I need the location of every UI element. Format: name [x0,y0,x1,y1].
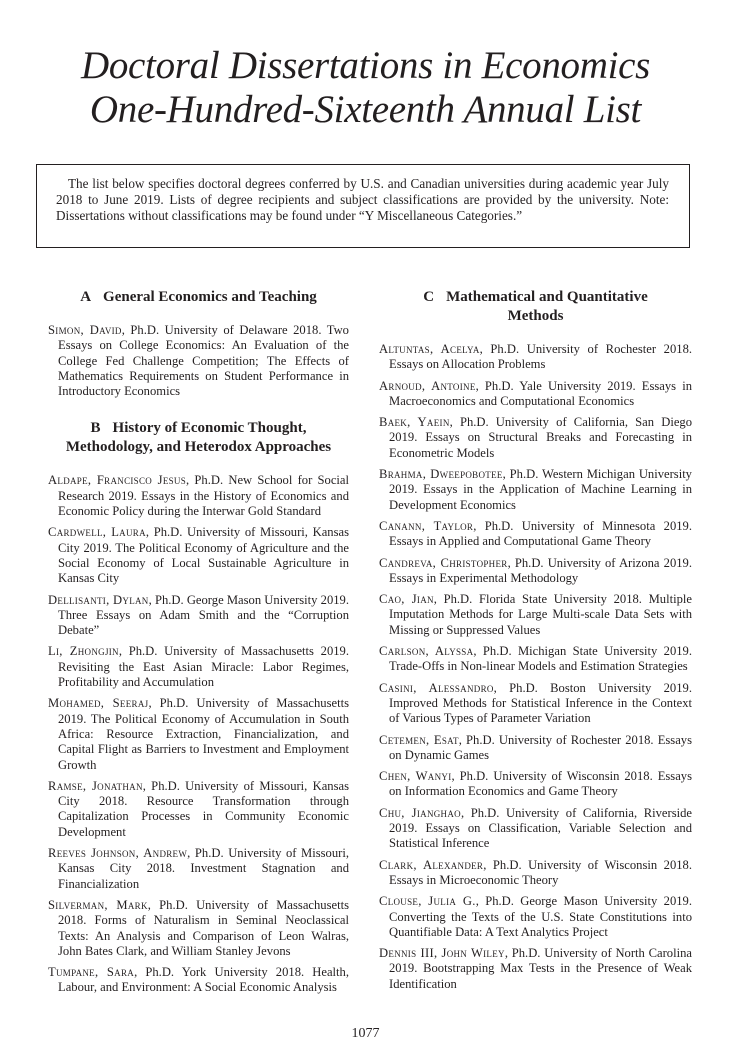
dissertation-entry [48,525,349,586]
section-letter: B [90,420,101,437]
right-column [379,288,692,998]
dissertation-entry [379,681,692,727]
section-title: Mathematical and Quantitative Methods [446,289,648,324]
author-name: Aldape, Francisco Jesus [48,473,187,488]
dissertation-details: , Ph.D. Yale University 2019. Essays in Macroeconomics and Computational Economics [389,378,692,408]
dissertation-entry [48,323,349,399]
section-letter: A [80,289,92,305]
dissertation-entry [48,593,349,639]
section-letter: C [423,289,435,305]
dissertation-entry [379,894,692,940]
page-title [0,44,731,132]
dissertation-details: , Ph.D. University of Massachusetts 2019. Revisiting the East Asian Miracle: Labor Regimes, Profitability and Accumulation [58,644,349,690]
dissertation-entry [379,379,692,410]
author-name: Dellisanti, Dylan [48,592,149,607]
author-name: Cetemen, Esat [379,732,459,747]
author-name: Li, Zhongjin [48,644,119,659]
section-heading [48,419,349,457]
dissertation-entry [379,415,692,461]
page-number: 1077 [351,1026,380,1041]
dissertation-details: , Ph.D. George Mason University 2019. Three Essays on Adam Smith and the “Corruption Debate” [58,592,349,638]
dissertation-details: , Ph.D. University of North Carolina 2019. Bootstrapping Max Tests in the Presence of Weak Identification [389,946,692,991]
dissertation-details: , Ph.D. Florida State University 2018. Multiple Imputation Methods for Large Multi-scale Data Sets with Missing or Suppressed Values [389,592,692,637]
dissertation-entry [48,965,349,996]
section-heading [48,288,349,307]
author-name: Brahma, Dweepobotee [379,467,503,482]
dissertation-details: , Ph.D. University of Missouri, Kansas City 2019. The Political Economy of Agriculture and the Social Economy of Local Sustainable Agriculture in Kansas City [58,525,349,586]
dissertation-entry [379,519,692,550]
dissertation-details: , Ph.D. University of Missouri, Kansas City 2018. Investment Stagnation and Financialization [58,846,349,891]
dissertation-details: , Ph.D. York University 2018. Health, Labour, and Environment: A Social Economic Analysis [58,965,349,995]
dissertation-entry [379,467,692,513]
author-name: Dennis III, John Wiley [379,946,505,961]
dissertation-details: , Ph.D. Western Michigan University 2019. Essays in the Application of Machine Learning in Development Economics [389,467,692,512]
author-name: Altuntas, Acelya [379,342,480,356]
left-column [48,288,349,1002]
dissertation-details: , Ph.D. Michigan State University 2019. Trade-Offs in Non-linear Models and Estimation Strategies [389,644,692,674]
dissertation-entry [379,858,692,889]
title-line-1: Doctoral Dissertations in Economics [80,44,651,87]
author-name: Chen, Wanyi [379,769,452,784]
title-line-2: One-Hundred-Sixteenth Annual List [89,88,642,131]
dissertation-entry [48,779,349,840]
dissertation-entry [48,846,349,892]
dissertation-entry [48,696,349,772]
section-title: History of Economic Thought, Methodology, and Heterodox Approaches [65,420,332,456]
dissertation-entry [379,644,692,675]
section-c [379,288,692,992]
dissertation-details: , Ph.D. University of Massachusetts 2019. The Political Economy of Accumulation in South Africa: Resource Extraction, Financialization, and Capital Flight as Barriers to Investment and Employment Growth [58,696,349,772]
author-name: Tumpane, Sara [48,965,135,980]
dissertation-details: , Ph.D. University of Delaware 2018. Two Essays on College Economics: An Evaluation of the College Fed Challenge Competition; The Effects of Mathematics Requirements on Student Performance in Introductory Economics [58,323,349,399]
dissertation-details: , Ph.D. University of Rochester 2018. Essays on Dynamic Games [389,732,692,762]
dissertation-details: , Ph.D. University of Arizona 2019. Essays in Experimental Methodology [389,555,692,585]
dissertation-details: , Ph.D. New School for Social Research 2019. Essays in the History of Economics and Economic Policy during the Interwar Gold Standard [58,473,349,519]
author-name: Carlson, Alyssa [379,644,474,659]
section-heading [379,288,692,326]
entry-list [379,342,692,992]
author-name: Baek, Yaein [379,415,450,430]
dissertation-details: , Ph.D. University of California, San Diego 2019. Essays on Structural Breaks and Forecasting in Econometric Models [389,415,692,460]
author-name: Reeves Johnson, Andrew [48,846,188,861]
dissertation-entry [379,556,692,587]
section-a [48,288,349,399]
dissertation-details: , Ph.D. University of Rochester 2018. Essays on Allocation Problems [389,342,693,372]
author-name: Chu, Jianghao [379,805,461,820]
author-name: Silverman, Mark [48,897,148,912]
section-b [48,419,349,995]
dissertation-entry [379,946,692,992]
author-name: Clark, Alexander [379,857,484,872]
section-title: General Economics and Teaching [103,289,317,305]
dissertation-entry [48,898,349,959]
author-name: Casini, Alessandro [379,680,494,695]
author-name: Cao, Jian [379,592,434,607]
author-name: Canann, Taylor [379,518,474,533]
author-name: Mohamed, Seeraj [48,696,149,711]
entry-list [48,473,349,995]
dissertation-entry [379,592,692,638]
author-name: Clouse, Julia G. [379,894,476,909]
author-name: Cardwell, Laura [48,525,146,540]
dissertation-details: , Ph.D. George Mason University 2019. Converting the Texts of the U.S. State Constitutions into Quantifiable Data: A Text Analytics Project [389,894,692,939]
author-name: Arnoud, Antoine [379,378,476,393]
dissertation-details: , Ph.D. University of California, Riverside 2019. Essays on Classification, Variable Selection and Statistical Inference [389,805,692,851]
dissertation-entry [48,644,349,690]
dissertation-entry [379,769,692,800]
dissertation-details: , Ph.D. University of Wisconsin 2018. Essays on Information Economics and Game Theory [389,769,692,799]
entry-list [48,323,349,399]
dissertation-details: , Ph.D. University of Minnesota 2019. Essays in Applied and Computational Game Theory [389,518,692,549]
dissertation-entry [379,733,692,764]
dissertation-entry [48,473,349,519]
dissertation-details: , Ph.D. University of Massachusetts 2018. Forms of Naturalism in Seminal Neoclassical Texts: An Analysis and Comparison of Leon Walras, John Bates Clark, and William Stanley Jevons [58,897,349,958]
intro-note-box: The list below specifies doctoral degrees conferred by U.S. and Canadian universities during academic year July 2018 to June 2019. Lists of degree recipients and subject classifications are provided by the university. Note: Dissertations without classifications may be found under “Y Miscellaneous Categories.” [36,164,690,248]
dissertation-details: , Ph.D. University of Wisconsin 2018. Essays in Microeconomic Theory [389,857,693,887]
author-name: Ramse, Jonathan [48,778,143,793]
dissertation-details: , Ph.D. Boston University 2019. Improved Methods for Statistical Inference in the Context of Various Types of Parameter Variation [389,680,692,726]
author-name: Candreva, Christopher [379,555,508,570]
dissertation-entry [379,342,692,373]
dissertation-details: , Ph.D. University of Missouri, Kansas City 2018. Resource Transformation through Capitalization Processes in Community Economic Development [58,778,349,839]
author-name: Simon, David [48,323,122,337]
dissertation-entry [379,806,692,852]
